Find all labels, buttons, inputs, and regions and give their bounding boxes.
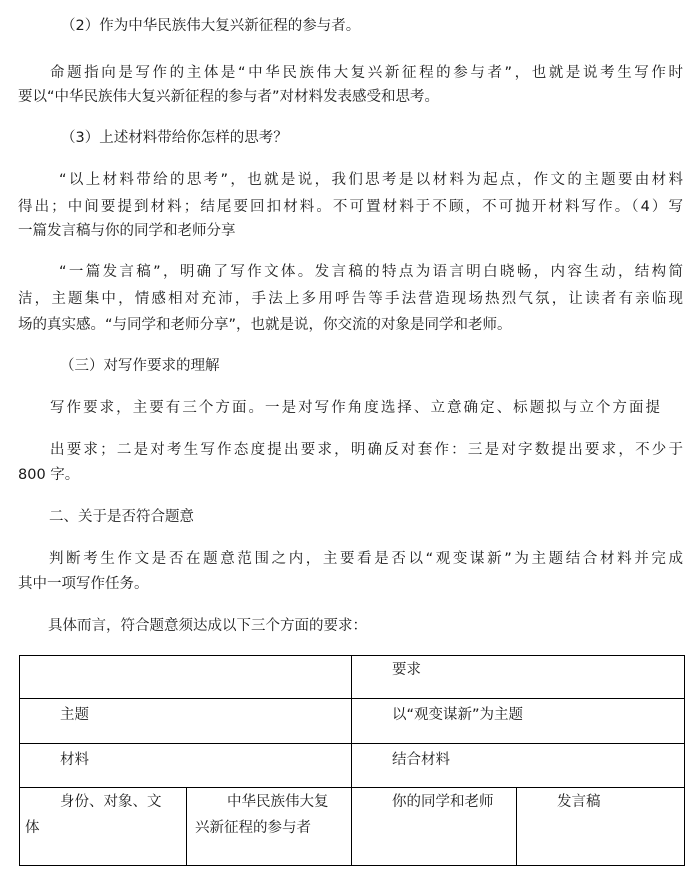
paragraph-line: 得出；中间要提到材料；结尾要回扣材料。不可置材料于不顾，不可抛开材料写作。（4）写 xyxy=(18,199,683,215)
row-label: 主题 xyxy=(60,707,89,723)
table-cell xyxy=(187,788,352,866)
table-cell xyxy=(352,699,685,744)
requirements-table xyxy=(19,655,685,866)
paragraph-line: “以上材料带给的思考”，也就是说，我们思考是以材料为起点，作文的主题要由材料 xyxy=(59,172,683,188)
genre-value: 发言稿 xyxy=(557,794,601,810)
paragraph-line: 洁，主题集中，情感相对充沛，手法上多用呼告等手法营造现场热烈气氛，让读者有亲临现 xyxy=(18,291,683,307)
table-row xyxy=(20,699,685,744)
paragraph-line: “一篇发言稿”，明确了写作文体。发言稿的特点为语言明白晓畅，内容生动，结构简 xyxy=(59,264,683,280)
identity-value-line1: 中华民族伟大复 xyxy=(227,794,329,810)
paragraph-line: 判断考生作文是否在题意范围之内，主要看是否以“观变谋新”为主题结合材料并完成 xyxy=(49,551,683,567)
row-value: 以“观变谋新”为主题 xyxy=(392,707,524,723)
audience-value: 你的同学和老师 xyxy=(392,794,494,810)
table-cell xyxy=(352,744,685,788)
identity-label-line1: 身份、对象、文 xyxy=(60,794,162,810)
paragraph-line: 命题指向是写作的主体是“中华民族伟大复兴新征程的参与者”，也就是说考生写作时 xyxy=(50,65,683,81)
requirement-header: 要求 xyxy=(392,662,421,678)
table-cell xyxy=(20,744,352,788)
identity-value-line2: 兴新征程的参与者 xyxy=(195,820,311,836)
paragraph-line: 场的真实感。“与同学和老师分享”，也就是说，你交流的对象是同学和老师。 xyxy=(18,317,512,333)
table-cell-empty xyxy=(20,656,352,699)
paragraph-line: 具体而言，符合题意须达成以下三个方面的要求： xyxy=(48,618,367,634)
table-cell xyxy=(517,788,685,866)
paragraph-line: 800 字。 xyxy=(18,467,80,483)
section-heading: （三）对写作要求的理解 xyxy=(60,358,220,374)
paragraph-line: （2）作为中华民族伟大复兴新征程的参与者。 xyxy=(61,18,361,34)
paragraph-line: 要以“中华民族伟大复兴新征程的参与者”对材料发表感受和思考。 xyxy=(18,89,440,105)
table-row xyxy=(20,744,685,788)
paragraph-line: 其中一项写作任务。 xyxy=(18,576,149,592)
paragraph-line: （3）上述材料带给你怎样的思考？ xyxy=(61,130,288,146)
table-cell xyxy=(20,699,352,744)
paragraph-line: 一篇发言稿与你的同学和老师分享 xyxy=(18,223,236,239)
table-cell xyxy=(352,656,685,699)
table-cell xyxy=(352,788,517,866)
table-row xyxy=(20,788,685,866)
section-heading: 二、关于是否符合题意 xyxy=(49,509,194,525)
paragraph-line: 出要求；二是对考生写作态度提出要求，明确反对套作：三是对字数提出要求，不少于 xyxy=(50,442,683,458)
row-label: 材料 xyxy=(60,752,89,768)
table-row xyxy=(20,656,685,699)
paragraph-line: 写作要求，主要有三个方面。一是对写作角度选择、立意确定、标题拟与立个方面提 xyxy=(50,400,660,416)
row-value: 结合材料 xyxy=(392,752,450,768)
table-cell xyxy=(20,788,187,866)
identity-label-line2: 体 xyxy=(25,820,40,836)
